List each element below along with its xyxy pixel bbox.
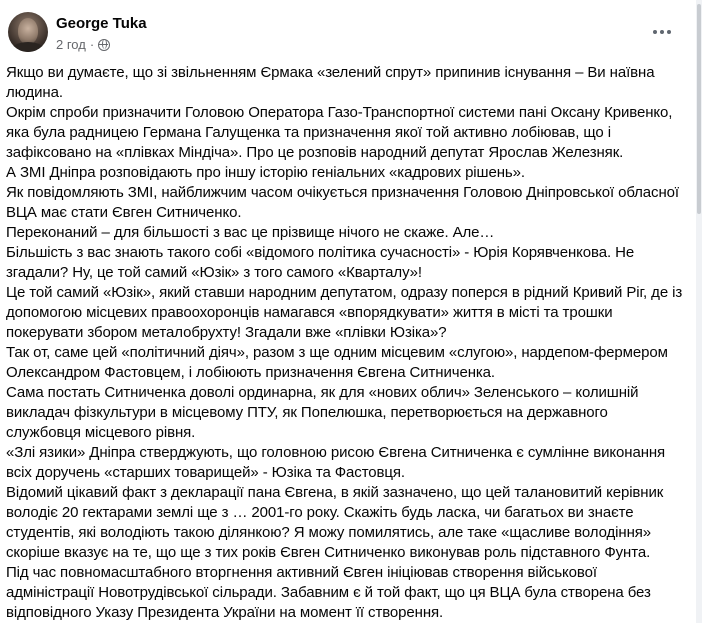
post-meta	[56, 37, 110, 52]
post-paragraph: Під час повномасштабного вторгнення активний Євген ініціював створення військової адміністрації Новотрудівської сільради. Забавним є й той факт, що ця ВЦА була створена без відповідного Указу Президента України на момент її створення.	[6, 564, 651, 621]
avatar-face	[18, 18, 38, 44]
post-paragraph: Це той самий «Юзік», який ставши народним депутатом, одразу поперся в рідний Кривий Ріг, де із допомогою місцевих правоохоронців намагався «впорядкувати» життя в місті та трошки покерувати збором металобрухту! Згадали вже «плівки Юзіка»?	[6, 284, 683, 341]
post-paragraph: Окрім спроби призначити Головою Оператора Газо-Транспортної системи пані Оксану Кривенко, яка була радницею Германа Галущенка та призначення якої той активно лобіював, що і зафіксовано на «плівках Міндіча». Про це розповів народний депутат Ярослав Железняк.	[6, 104, 673, 161]
post-header	[0, 0, 702, 60]
scrollbar[interactable]	[696, 0, 702, 623]
post-paragraph: Відомий цікавий факт з декларації пана Євгена, в якій зазначено, що цей талановитий керівник володіє 20 гектарами землі ще з … 2001-го року. Скажіть будь ласка, чи багатьох ви знаєте студентів, які володіють такою ділянкою? Я можу помилятись, але таке «щасливе володіння» скоріше вказує на те, що ще з тих років Євген Ситниченко виконував роль підставного Фунта.	[6, 484, 664, 561]
post-text	[6, 63, 686, 623]
post-paragraph: Якщо ви думаєте, що зі звільненням Єрмака «зелений спрут» припинив існування – Ви наївна людина.	[6, 64, 655, 101]
post-paragraph: «Злі язики» Дніпра стверджують, що головною рисою Євгена Ситниченка є сумлінне виконання всіх доручень «старших товарищей» - Юзіка та Фастовця.	[6, 444, 666, 481]
post-paragraph: Сама постать Ситниченка доволі ординарна, як для «нових облич» Зеленського – колишній викладач фізкультури в місцевому ПТУ, як Попелюшка, перетворюється на державного службовця місцевого рівня.	[6, 384, 639, 441]
avatar[interactable]	[8, 12, 48, 52]
meta-separator: ·	[89, 37, 95, 52]
post-paragraph: А ЗМІ Дніпра розповідають про іншу історію геніальних «кадрових рішень».	[6, 164, 525, 181]
avatar-shoulders	[10, 42, 46, 52]
post-paragraph: Переконаний – для більшості з вас це прізвище нічого не скаже. Але…	[6, 224, 495, 241]
scrollbar-thumb[interactable]	[697, 4, 701, 214]
post-paragraph: Більшість з вас знають такого собі «відомого політика сучасності» - Юрія Корявченкова. Не згадали? Ну, це той самий «Юзік» з того самого «Кварталу»!	[6, 244, 635, 281]
post-time[interactable]: 2 год	[56, 37, 86, 52]
more-horizontal-icon	[653, 30, 671, 34]
globe-icon[interactable]	[98, 39, 110, 51]
post-paragraph: Так от, саме цей «політичний діяч», разом з ще одним місцевим «слугою», нардепом-фермером Олександром Фастовцем, і лобіюють призначення Євгена Ситниченка.	[6, 344, 668, 381]
more-options-button[interactable]	[646, 20, 678, 44]
post-paragraph: Як повідомляють ЗМІ, найближчим часом очікується призначення Головою Дніпровської обласної ВЦА має стати Євген Ситниченко.	[6, 184, 679, 221]
author-name[interactable]: George Tuka	[56, 15, 147, 32]
